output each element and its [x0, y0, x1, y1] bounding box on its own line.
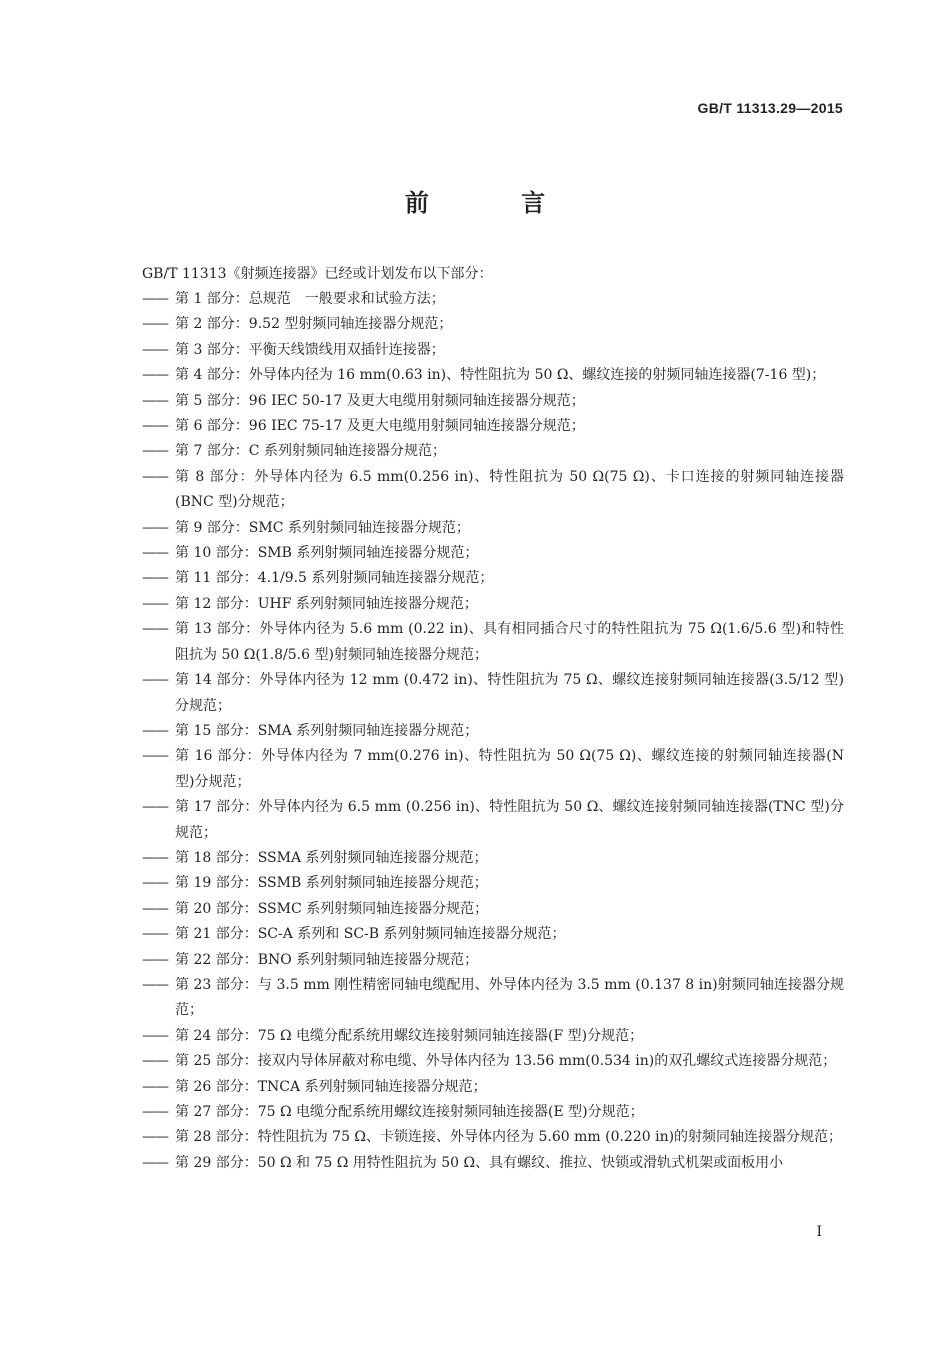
list-dash: ——: [142, 418, 168, 435]
list-item: [142, 389, 844, 414]
list-item: [142, 744, 844, 795]
list-dash: ——: [142, 875, 168, 892]
list-dash: ——: [142, 1104, 168, 1120]
list-item-text: 第 26 部分：TNCA 系列射频同轴连接器分规范；: [175, 1078, 487, 1095]
list-item-text: 第 6 部分：96 IEC 75-17 及更大电缆用射频同轴连接器分规范；: [175, 418, 585, 435]
list-dash: ——: [142, 1154, 168, 1171]
list-item-text: 第 24 部分：75 Ω 电缆分配系统用螺纹连接射频同轴连接器(F 型)分规范；: [175, 1027, 644, 1044]
list-item-text: 第 27 部分：75 Ω 电缆分配系统用螺纹连接射频同轴连接器(E 型)分规范；: [175, 1104, 644, 1120]
list-item-text: 第 18 部分：SSMA 系列射频同轴连接器分规范；: [175, 849, 488, 866]
list-item: [142, 1075, 844, 1100]
list-dash: ——: [142, 341, 168, 358]
list-item-text: 第 3 部分：平衡天线馈线用双插针连接器；: [175, 341, 445, 358]
list-item-text: 第 21 部分：SC-A 系列和 SC-B 系列射频同轴连接器分规范；: [175, 926, 566, 943]
list-item-text: 第 14 部分：外导体内径为 12 mm (0.472 in)、特性阻抗为 75 Ω、螺纹连接射频同轴连接器(3.5/12 型)分规范；: [175, 672, 844, 714]
list-item: [142, 465, 844, 516]
list-dash: ——: [142, 799, 168, 816]
list-item: [142, 541, 844, 566]
list-item: [142, 922, 844, 947]
list-item-text: 第 7 部分：C 系列射频同轴连接器分规范；: [175, 443, 446, 460]
list-dash: ——: [142, 900, 168, 917]
list-item-text: 第 23 部分：与 3.5 mm 刚性精密同轴电缆配用、外导体内径为 3.5 mm (0.137 8 in)射频同轴连接器分规范；: [175, 976, 844, 1019]
list-item: [142, 338, 844, 363]
list-dash: ——: [142, 519, 168, 536]
list-item-text: 第 16 部分：外导体内径为 7 mm(0.276 in)、特性阻抗为 50 Ω(75 Ω)、螺纹连接的射频同轴连接器(N 型)分规范；: [175, 748, 844, 790]
list-item: [142, 439, 844, 464]
list-item-text: 第 5 部分：96 IEC 50-17 及更大电缆用射频同轴连接器分规范；: [175, 392, 585, 409]
list-item-text: 第 13 部分：外导体内径为 5.6 mm (0.22 in)、具有相同插合尺寸的特性阻抗为 75 Ω(1.6/5.6 型)和特性阻抗为 50 Ω(1.8/5.6 型)射频同轴连接器分规范；: [175, 621, 844, 663]
list-item-text: 第 20 部分：SSMC 系列射频同轴连接器分规范；: [175, 900, 489, 917]
parts-list: [142, 287, 844, 1176]
list-item: [142, 1151, 844, 1176]
list-item: [142, 897, 844, 922]
list-dash: ——: [142, 1027, 168, 1044]
list-dash: ——: [142, 1129, 168, 1146]
list-dash: ——: [142, 316, 168, 333]
list-item: [142, 1100, 844, 1125]
list-item-text: 第 28 部分：特性阻抗为 75 Ω、卡锁连接、外导体内径为 5.60 mm (0.220 in)的射频同轴连接器分规范；: [175, 1129, 843, 1146]
list-dash: ——: [142, 595, 168, 612]
list-dash: ——: [142, 976, 168, 993]
list-item-text: 第 2 部分：9.52 型射频同轴连接器分规范；: [175, 316, 453, 333]
list-dash: ——: [142, 926, 168, 943]
list-dash: ——: [142, 291, 168, 307]
list-item-text: 第 4 部分：外导体内径为 16 mm(0.63 in)、特性阻抗为 50 Ω、螺纹连接的射频同轴连接器(7-16 型)；: [175, 367, 826, 384]
page-title: 前 言: [404, 189, 588, 217]
list-item: [142, 363, 844, 388]
list-item: [142, 516, 844, 541]
list-dash: ——: [142, 621, 168, 638]
list-item-text: 第 10 部分：SMB 系列射频同轴连接器分规范；: [175, 545, 479, 562]
list-item-text: 第 12 部分：UHF 系列射频同轴连接器分规范；: [175, 595, 478, 612]
list-item-text: 第 29 部分：50 Ω 和 75 Ω 用特性阻抗为 50 Ω、具有螺纹、推拉、快锁或滑轨式机架或面板用小: [175, 1154, 784, 1171]
list-item-text: 第 17 部分：外导体内径为 6.5 mm (0.256 in)、特性阻抗为 50 Ω、螺纹连接射频同轴连接器(TNC 型)分规范；: [175, 799, 844, 841]
list-item: [142, 312, 844, 337]
list-item: [142, 1125, 844, 1150]
list-dash: ——: [142, 722, 168, 739]
list-item: [142, 1024, 844, 1049]
list-dash: ——: [142, 570, 168, 587]
list-dash: ——: [142, 748, 168, 765]
list-item-text: 第 25 部分：接双内导体屏蔽对称电缆、外导体内径为 13.56 mm(0.534 in)的双孔螺纹式连接器分规范；: [175, 1053, 837, 1070]
list-item: [142, 846, 844, 871]
list-item: [142, 592, 844, 617]
list-dash: ——: [142, 1078, 168, 1095]
standard-code: GB/T 11313.29—2015: [697, 100, 843, 116]
list-item: [142, 871, 844, 896]
intro-paragraph: GB/T 11313《射频连接器》已经或计划发布以下部分：: [142, 266, 493, 282]
list-item: [142, 414, 844, 439]
list-item: [142, 719, 844, 744]
list-item: [142, 287, 844, 312]
list-item-text: 第 19 部分：SSMB 系列射频同轴连接器分规范；: [175, 875, 488, 892]
list-item: [142, 617, 844, 668]
list-item-text: 第 1 部分：总规范 一般要求和试验方法；: [175, 291, 445, 307]
list-dash: ——: [142, 672, 168, 689]
list-dash: ——: [142, 392, 168, 409]
list-item: [142, 795, 844, 846]
list-item-text: 第 22 部分：BNO 系列射频同轴连接器分规范；: [175, 951, 479, 968]
list-item: [142, 948, 844, 973]
list-dash: ——: [142, 849, 168, 866]
list-dash: ——: [142, 367, 168, 384]
list-dash: ——: [142, 443, 168, 460]
list-item: [142, 668, 844, 719]
list-item: [142, 566, 844, 591]
list-item: [142, 1049, 844, 1074]
list-dash: ——: [142, 1053, 168, 1070]
list-item-text: 第 15 部分：SMA 系列射频同轴连接器分规范；: [175, 722, 479, 739]
list-item-text: 第 8 部分：外导体内径为 6.5 mm(0.256 in)、特性阻抗为 50 Ω(75 Ω)、卡口连接的射频同轴连接器(BNC 型)分规范；: [175, 468, 844, 511]
page-number: I: [816, 1224, 822, 1240]
list-item-text: 第 9 部分：SMC 系列射频同轴连接器分规范；: [175, 519, 470, 536]
list-dash: ——: [142, 545, 168, 562]
list-dash: ——: [142, 951, 168, 968]
list-dash: ——: [142, 468, 168, 485]
list-item-text: 第 11 部分：4.1/9.5 系列射频同轴连接器分规范；: [175, 570, 494, 587]
list-item: [142, 973, 844, 1024]
